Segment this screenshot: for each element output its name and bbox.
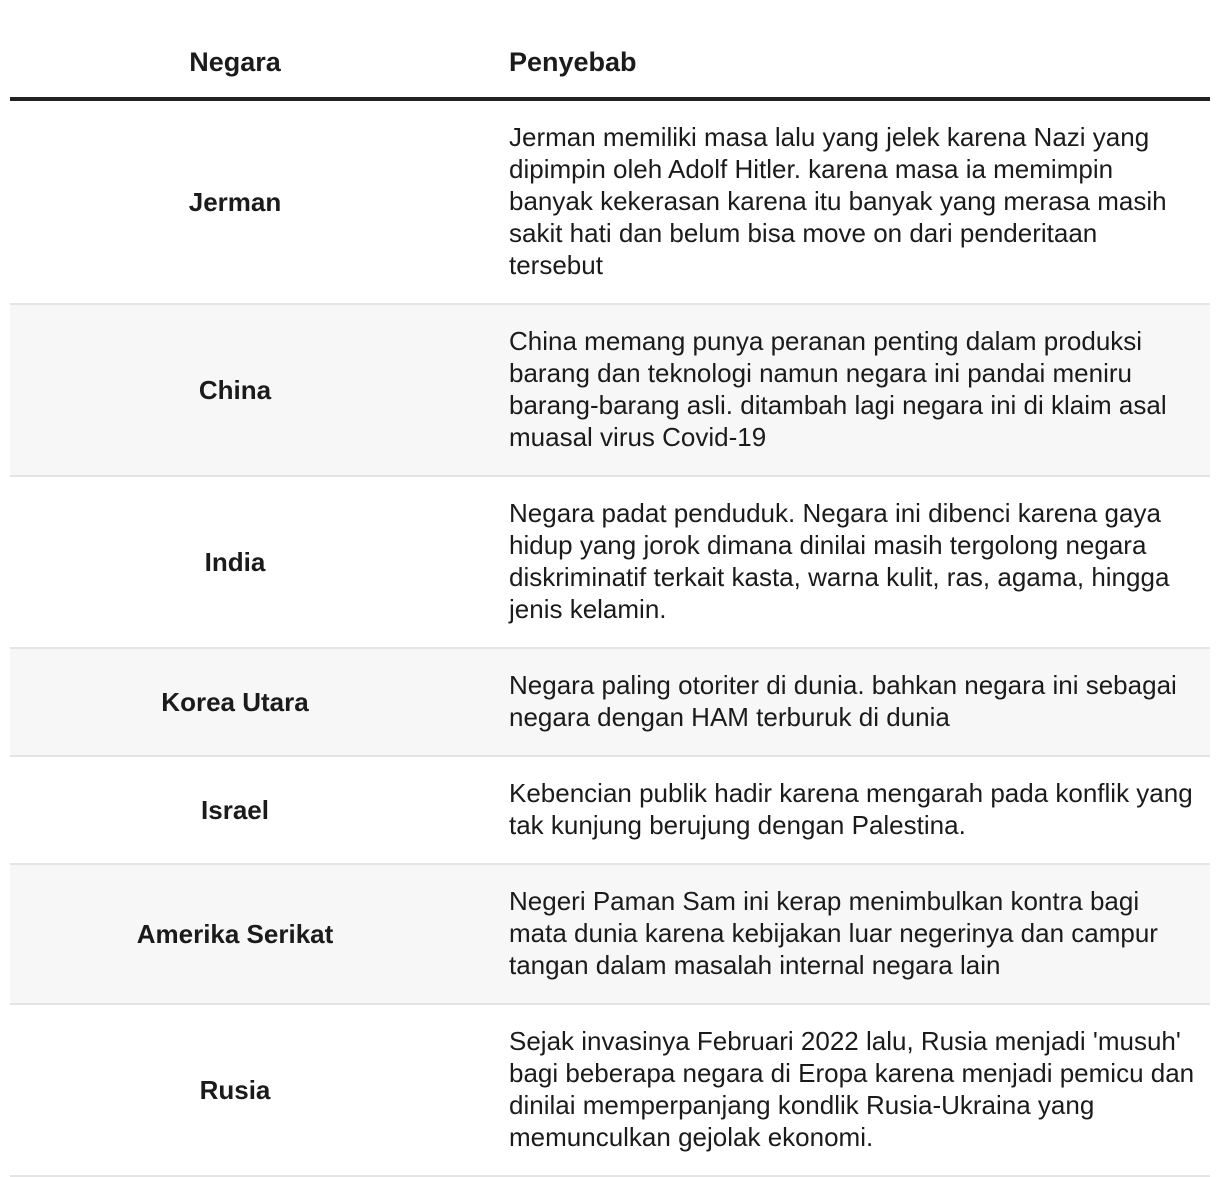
table-header: [10, 0, 1210, 99]
reason-cell: Negeri Paman Sam ini kerap menimbulkan kontra bagi mata dunia karena kebijakan luar negerinya dan campur tangan dalam masalah internal negara lain: [460, 864, 1210, 1004]
reason-cell: Negara padat penduduk. Negara ini dibenci karena gaya hidup yang jorok dimana dinilai masih tergolong negara diskriminatif terkait kasta, warna kulit, ras, agama, hingga jenis kelamin.: [460, 476, 1210, 648]
country-table-container: [10, 0, 1210, 1177]
reason-cell: China memang punya peranan penting dalam produksi barang dan teknologi namun negara ini pandai meniru barang-barang asli. ditambah lagi negara ini di klaim asal muasal virus Covid-19: [460, 304, 1210, 476]
country-cell: Amerika Serikat: [10, 864, 460, 1004]
header-row: [10, 0, 1210, 99]
header-reason: Penyebab: [460, 0, 1210, 99]
table-body: [10, 99, 1210, 1176]
country-table: [10, 0, 1210, 1177]
reason-cell: Sejak invasinya Februari 2022 lalu, Rusia menjadi 'musuh' bagi beberapa negara di Eropa karena menjadi pemicu dan dinilai memperpanjang kondlik Rusia-Ukraina yang memunculkan gejolak ekonomi.: [460, 1004, 1210, 1176]
country-cell: Rusia: [10, 1004, 460, 1176]
country-cell: Jerman: [10, 99, 460, 304]
country-cell: Korea Utara: [10, 648, 460, 756]
reason-cell: Jerman memiliki masa lalu yang jelek karena Nazi yang dipimpin oleh Adolf Hitler. karena masa ia memimpin banyak kekerasan karena itu banyak yang merasa masih sakit hati dan belum bisa move on dari penderitaan tersebut: [460, 99, 1210, 304]
reason-cell: Negara paling otoriter di dunia. bahkan negara ini sebagai negara dengan HAM terburuk di dunia: [460, 648, 1210, 756]
table-row: [10, 99, 1210, 304]
country-cell: India: [10, 476, 460, 648]
country-cell: Israel: [10, 756, 460, 864]
table-row: [10, 476, 1210, 648]
table-row: [10, 1004, 1210, 1176]
table-row: [10, 304, 1210, 476]
table-row: [10, 756, 1210, 864]
country-cell: China: [10, 304, 460, 476]
table-row: [10, 864, 1210, 1004]
reason-cell: Kebencian publik hadir karena mengarah pada konflik yang tak kunjung berujung dengan Palestina.: [460, 756, 1210, 864]
header-country: Negara: [10, 0, 460, 99]
table-row: [10, 648, 1210, 756]
